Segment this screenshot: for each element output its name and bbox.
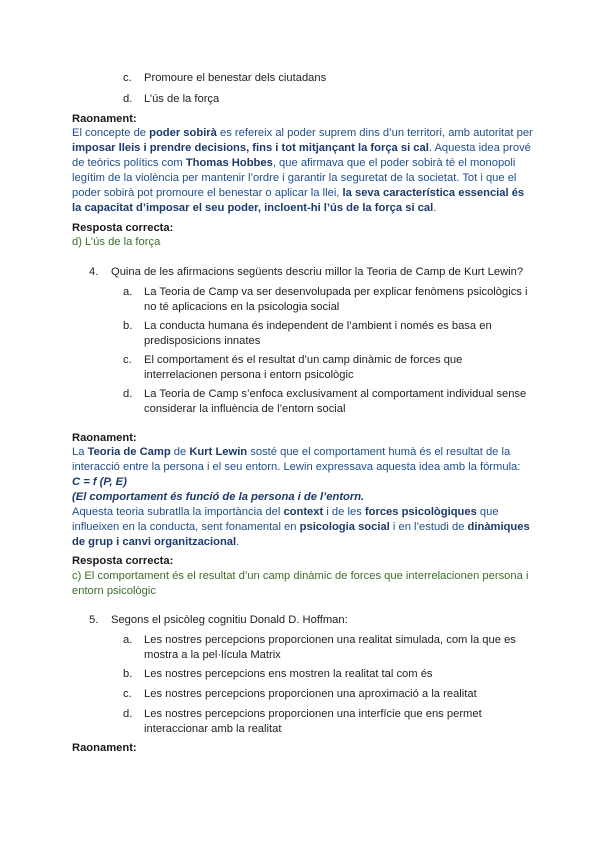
option-letter: d. — [123, 708, 133, 720]
option-text: La conducta humana és independent de l’ambient i només es basa en predisposicions innates — [144, 320, 492, 347]
option-text: Les nostres percepcions proporcionen una realitat simulada, com la que es mostra a la pel·lícula Matrix — [144, 634, 516, 661]
text-run: . — [433, 202, 437, 214]
option-letter: b. — [123, 668, 133, 680]
answer-label: Resposta correcta: — [72, 222, 174, 234]
text-run: . — [236, 536, 240, 548]
answer-label: Resposta correcta: — [72, 555, 174, 567]
formula-note: (El comportament és funció de la persona i de l’entorn. — [72, 491, 365, 503]
text-run: es refereix al poder suprem dins d’un territori, amb autoritat per — [216, 127, 533, 139]
correct-answer: c) El comportament és el resultat d’un camp dinàmic de forces que interrelacionen persona i entorn psicològic — [72, 570, 529, 597]
option-text: Promoure el benestar dels ciutadans — [144, 72, 327, 84]
bold-text-run: Thomas Hobbes — [185, 157, 273, 169]
text-run: sosté que el comportament humà és el resultat de la interacció entre la persona i el seu entorn. Lewin expressava aquesta idea amb la fórmula: — [72, 446, 521, 473]
text-run: i en l’estudi de — [389, 521, 468, 533]
formula: C = f (P, E) — [72, 476, 127, 488]
option-letter: b. — [123, 320, 133, 332]
question-text: Segons el psicòleg cognitiu Donald D. Hoffman: — [111, 614, 348, 626]
reasoning-paragraph — [72, 126, 534, 216]
option-letter: c. — [123, 354, 132, 366]
bold-text-run: Teoria de Camp — [87, 446, 171, 458]
reasoning-label: Raonament: — [72, 742, 137, 754]
question-number: 5. — [89, 614, 99, 626]
reasoning-paragraph — [72, 505, 534, 550]
text-run: El concepte de — [72, 127, 150, 139]
bold-text-run: psicologia social — [299, 521, 390, 533]
bold-text-run: Kurt Lewin — [189, 446, 248, 458]
option-letter: d. — [123, 93, 133, 105]
option-letter: d. — [123, 388, 133, 400]
text-run: , que afirmava que el poder sobirà té el monopoli legítim de la violència per mantenir l’ordre i garantir la seguretat de la societat. Tot i que el poder sobirà pot promoure el benestar o aplicar la llei, — [72, 157, 517, 199]
bold-text-run: dinàmiques de grup i canvi organitzacional — [72, 521, 530, 548]
question-text: Quina de les afirmacions següents descriu millor la Teoria de Camp de Kurt Lewin? — [111, 266, 524, 278]
reasoning-label: Raonament: — [72, 432, 137, 444]
option-letter: c. — [123, 688, 132, 700]
option-letter: a. — [123, 286, 133, 298]
text-run: de — [170, 446, 190, 458]
text-run: La — [72, 446, 88, 458]
text-run: . Aquesta idea prové de teòrics polítics com — [72, 142, 531, 169]
option-letter: c. — [123, 72, 132, 84]
option-text: Les nostres percepcions proporcionen una aproximació a la realitat — [144, 688, 477, 700]
reasoning-paragraph — [72, 445, 534, 475]
option-letter: a. — [123, 634, 133, 646]
bold-text-run: forces psicològiques — [364, 506, 477, 518]
option-text: El comportament és el resultat d’un camp dinàmic de forces que interrelacionen persona i entorn psicològic — [144, 354, 463, 381]
text-run: que influeixen en la conducta, sent fonamental en — [72, 506, 499, 533]
question-number: 4. — [89, 266, 99, 278]
bold-text-run: imposar lleis i prendre decisions, fins i tot mitjançant la força si cal — [72, 142, 429, 154]
option-text: La Teoria de Camp s’enfoca exclusivament al comportament individual sense considerar la influència de l’entorn social — [144, 388, 527, 415]
reasoning-label: Raonament: — [72, 113, 137, 125]
correct-answer: d) L’ús de la força — [72, 236, 161, 248]
text-run: Aquesta teoria subratlla la importància del — [72, 506, 284, 518]
bold-text-run: context — [283, 506, 324, 518]
option-text: La Teoria de Camp va ser desenvolupada per explicar fenòmens psicològics i no té aplicacions en la psicologia social — [144, 286, 528, 313]
option-text: Les nostres percepcions ens mostren la realitat tal com és — [144, 668, 433, 680]
bold-text-run: la seva característica essencial és la capacitat d’imposar el seu poder, incloent-hi l’ús de la força si cal — [72, 187, 525, 214]
option-text: Les nostres percepcions proporcionen una interfície que ens permet interaccionar amb la realitat — [144, 708, 482, 735]
text-run: i de les — [323, 506, 365, 518]
option-text: L’ús de la força — [144, 93, 220, 105]
bold-text-run: poder sobirà — [149, 127, 217, 139]
